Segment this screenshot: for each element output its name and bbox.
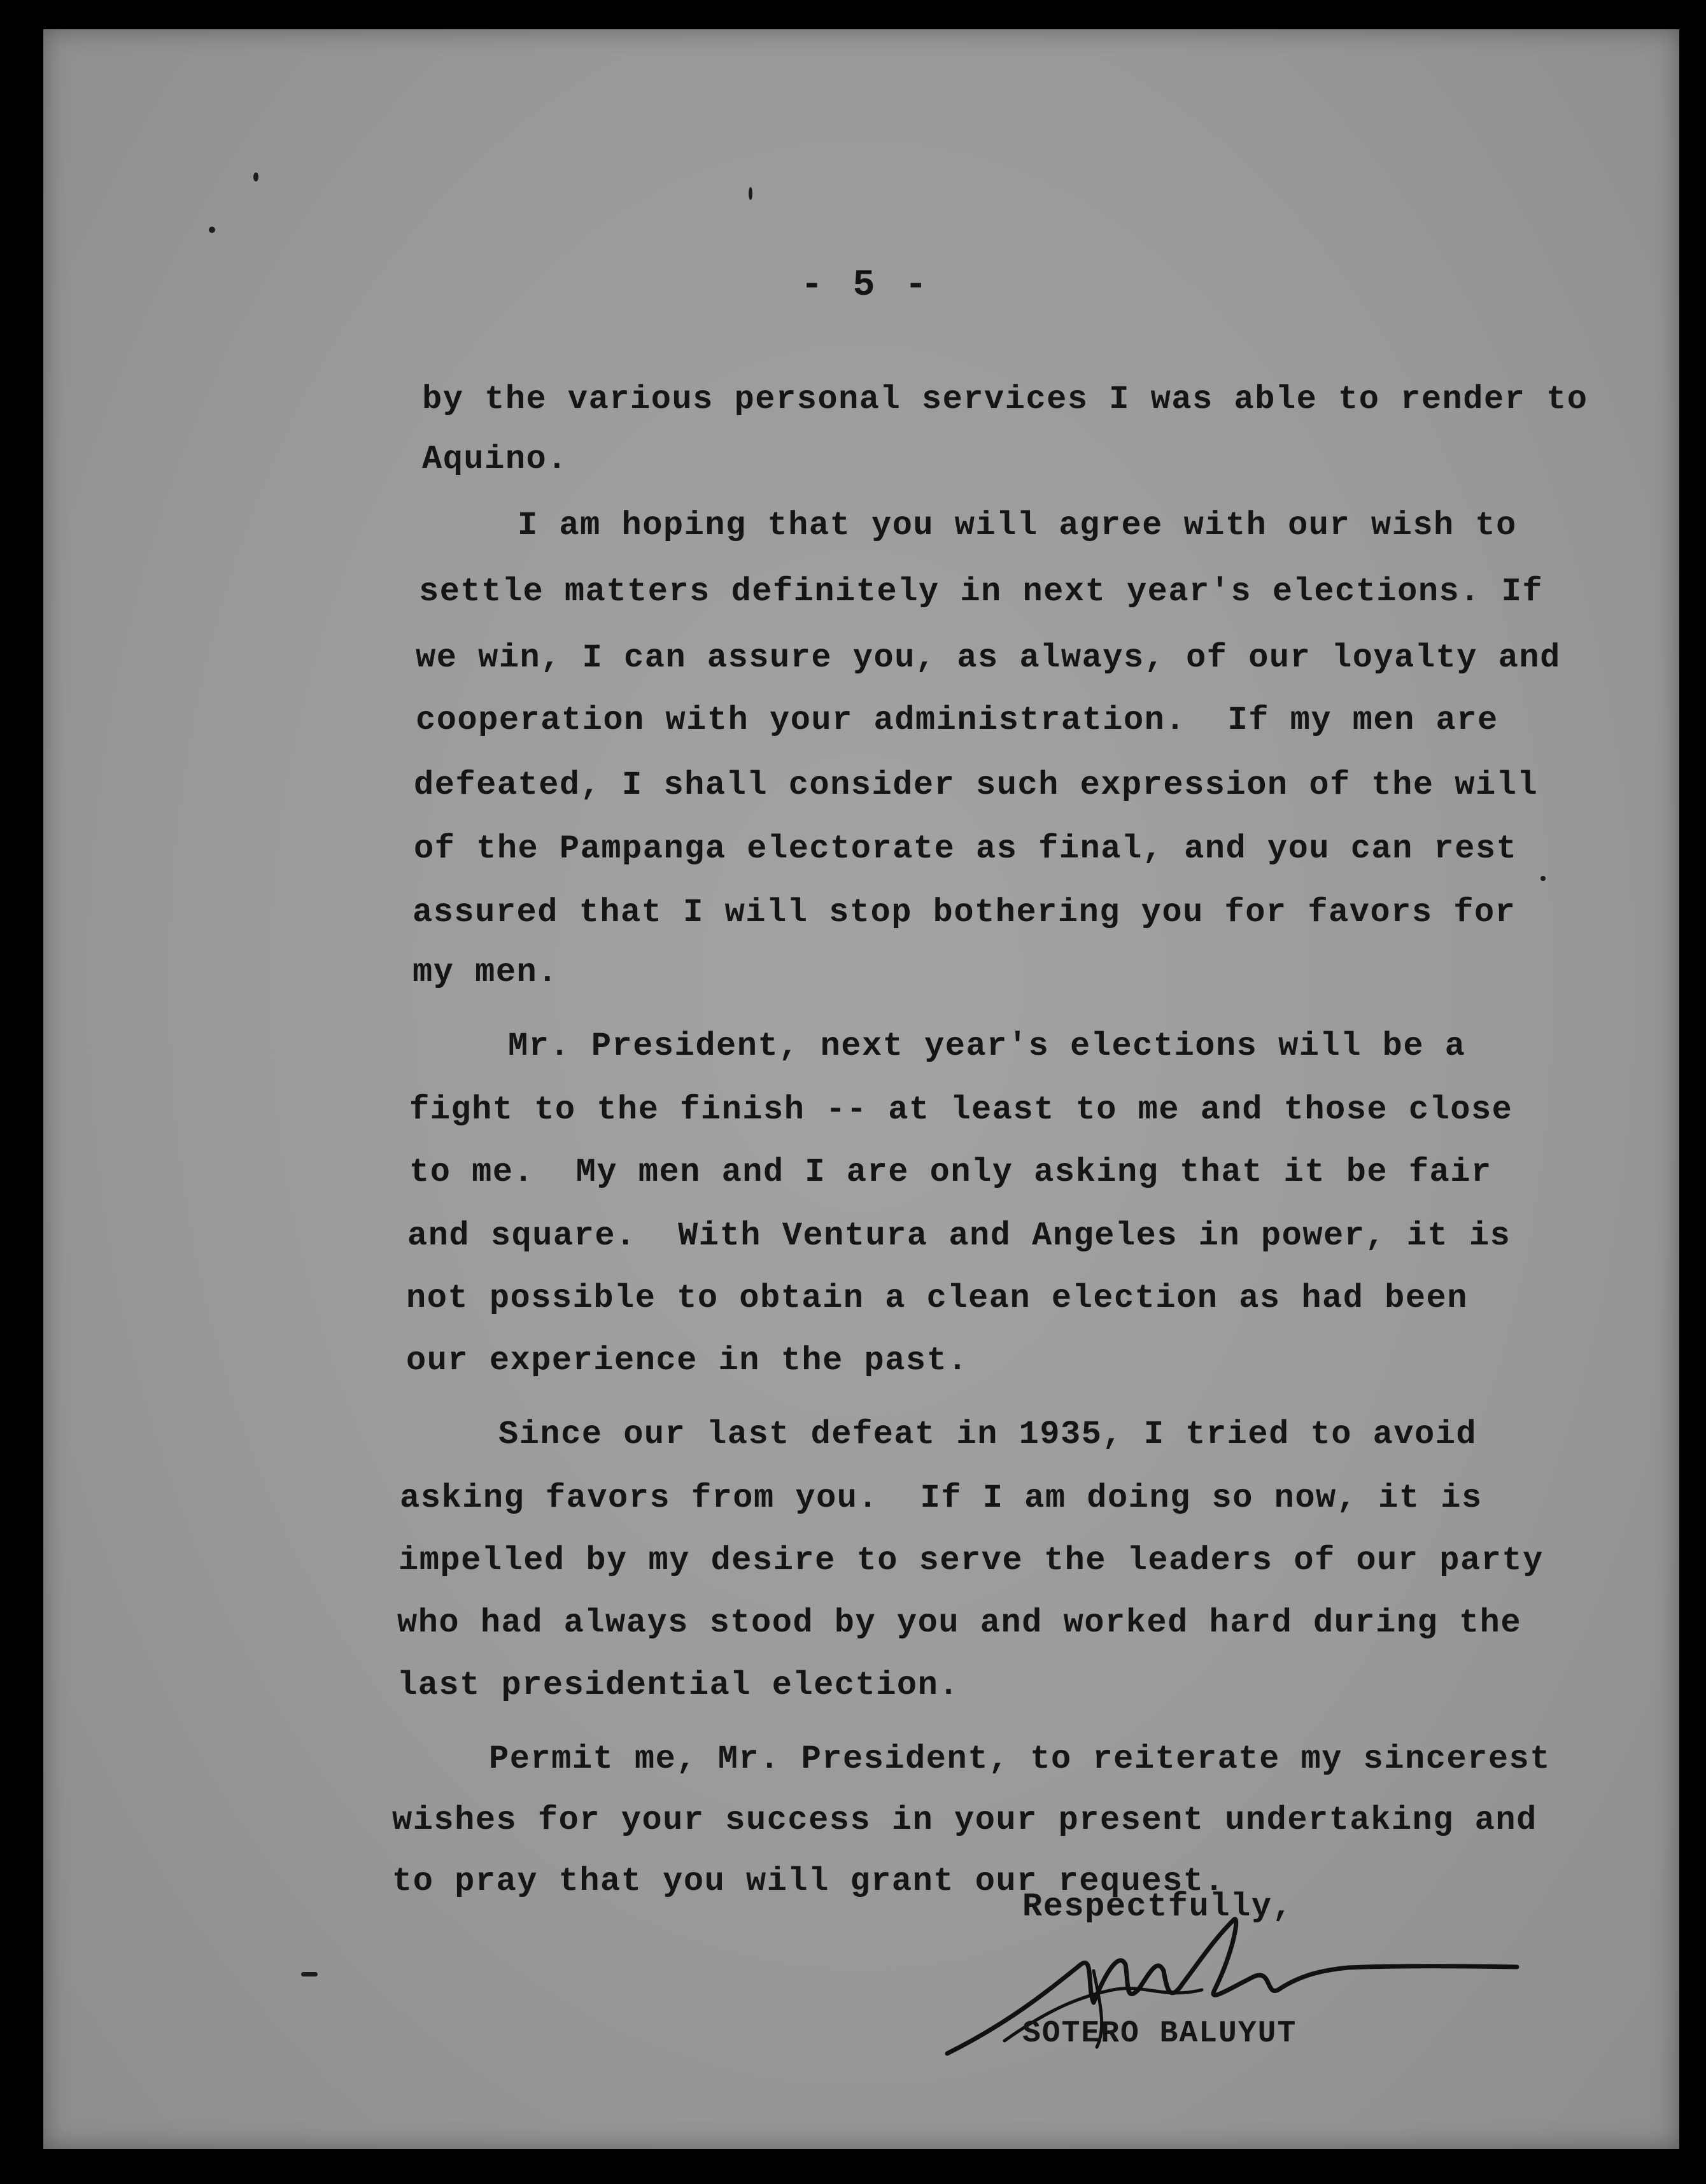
body-line: I am hoping that you will agree with our wish to [518,507,1517,544]
scan-speck [749,187,752,200]
body-line: asking favors from you. If I am doing so now, it is [400,1479,1483,1517]
body-line: assured that I will stop bothering you for favors for [412,894,1516,931]
body-line: our experience in the past. [406,1342,969,1379]
body-line: by the various personal services I was able to render to [422,381,1588,418]
body-line: defeated, I shall consider such expression of the will [414,766,1539,804]
body-line: to pray that you will grant our request. [392,1863,1225,1900]
body-line: we win, I can assure you, as always, of our loyalty and [416,639,1561,677]
body-line: Permit me, Mr. President, to reiterate my sincerest [489,1740,1551,1778]
body-line: and square. With Ventura and Angeles in power, it is [407,1217,1511,1255]
scan-speck [1540,876,1546,881]
body-line: Aquino. [422,440,568,478]
body-line: last presidential election. [397,1666,960,1704]
body-line: my men. [412,954,558,991]
scan-speck [209,227,215,233]
body-line: of the Pampanga electorate as final, and you can rest [414,830,1518,868]
document-page [43,29,1679,2149]
scan-speck [253,173,258,181]
body-line: to me. My men and I are only asking that it be fair [409,1153,1492,1191]
body-line: fight to the finish -- at least to me and those close [409,1091,1513,1129]
body-line: settle matters definitely in next year's elections. If [419,573,1544,610]
signer-name: SOTERO BALUYUT [1022,2017,1297,2051]
body-line: wishes for your success in your present undertaking and [392,1801,1537,1839]
body-line: who had always stood by you and worked hard during the [397,1604,1522,1642]
body-line: not possible to obtain a clean election as had been [406,1279,1468,1317]
body-line: cooperation with your administration. If my men are [416,701,1498,739]
body-line: Mr. President, next year's elections will be a [508,1027,1466,1065]
body-line: Since our last defeat in 1935, I tried to avoid [498,1416,1477,1453]
closing-salutation: Respectfully, [1022,1888,1294,1926]
body-line: impelled by my desire to serve the leaders of our party [398,1542,1544,1579]
page-number: - 5 - [801,265,931,306]
scan-speck [301,1972,318,1976]
